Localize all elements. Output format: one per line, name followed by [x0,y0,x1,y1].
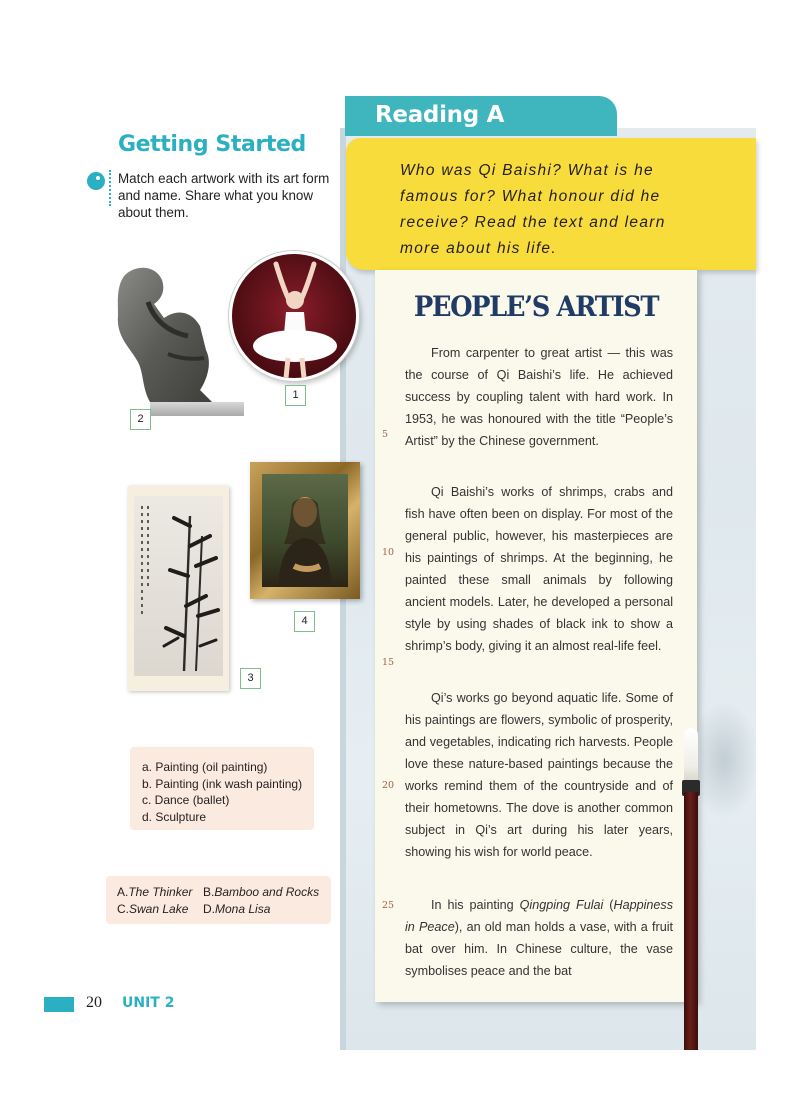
artwork-names-row [117,884,319,901]
calligraphy-brush-icon [684,792,698,1050]
mona-lisa-canvas [262,474,348,587]
the-thinker-image [108,262,248,407]
paragraph-text: ), an old man holds a vase, with a fruit bat over him. In Chinese culture, the vase symbolises peace and the bat [405,920,673,978]
ballet-image [229,251,359,381]
brush-tip [684,728,698,782]
line-number: 10 [382,547,395,558]
dotted-divider [109,170,113,206]
article-paragraph-4 [405,894,673,982]
artwork-names-row [117,901,319,918]
artwork-title: The Thinker [128,885,193,899]
artwork-name-b [203,884,319,901]
intro-question: Who was Qi Baishi? What is he famous for? What honour did he receive? Read the text and learn more about his life. [400,162,666,257]
article-paper [375,270,697,1002]
bamboo-painting-image [128,486,229,691]
art-forms-box [130,747,314,830]
section-tab [345,96,617,136]
artwork-names-box [106,876,331,924]
article-paragraph-2 [405,481,673,657]
line-number: 5 [382,429,389,440]
ballet-dancer-figure [232,254,356,378]
painting-title: Qingping Fulai [519,898,604,912]
image-number-3: 3 [240,668,261,689]
speech-bubble-icon [87,172,105,190]
paragraph-text: In his painting [431,898,520,912]
line-number: 20 [382,780,395,791]
line-number: 15 [382,657,395,668]
image-number-4: 4 [294,611,315,632]
paragraph-text: From carpenter to great artist — this was the course of Qi Baishi’s life. He achieved success by coupling talent with hard work. In 1953, he was honoured with the title “People’s Artist” by the Chinese government. [405,346,673,448]
art-form-option: d. Sculpture [142,809,207,824]
option-letter: B. [203,885,215,899]
paragraph-text: Qi Baishi’s works of shrimps, crabs and fish have often been on display. For most of the general public, however, his masterpieces are his paintings of shrimps. At the beginning, he painted these small animals by following ancient models. Later, he developed a personal style by using shades of black ink to show a shrimp’s body, giving it an almost real-life feel. [405,485,673,653]
artwork-title: Swan Lake [129,901,189,916]
paragraph-text: Qi’s works go beyond aquatic life. Some of his paintings are flowers, symbolic of prosperity, and vegetables, indicating rich harvests. People love these nature-based paintings because the works remind them of the countryside and of their hometowns. The dove is another common subject in Qi’s art during his later years, showing his wish for world peace. [405,691,673,859]
mona-lisa-figure [262,474,348,587]
getting-started-instruction: Match each artwork with its art form and name. Share what you know about them. [118,171,330,220]
unit-label: UNIT 2 [122,995,175,1011]
intro-question-box [346,138,756,270]
art-form-option: a. Painting (oil painting) [142,760,268,774]
scroll-paper [134,496,223,676]
paragraph-text: ( [603,898,614,912]
option-letter: A. [117,885,129,899]
section-tab-label: Reading A [375,102,505,128]
article-title: PEOPLE’S ARTIST [413,290,659,323]
footer-accent-bar [44,997,74,1012]
artwork-name-d [203,901,270,918]
artwork-title: Bamboo and Rocks [214,885,320,899]
art-form-option: b. Painting (ink wash painting) [142,776,303,791]
image-number-1: 1 [285,385,306,406]
ink-splash-decoration [700,700,760,820]
artwork-title: Mona Lisa [215,901,271,916]
getting-started-heading: Getting Started [118,132,306,157]
painting-title-translation: Happiness in Peace [405,898,673,934]
article-paragraph-3 [405,687,673,863]
option-letter: D. [203,901,215,916]
artwork-name-c [117,901,203,918]
mona-lisa-image [250,462,360,599]
artwork-name-a [117,884,203,901]
image-number-2: 2 [130,409,151,430]
option-letter: C. [117,901,129,916]
page-number: 20 [86,994,102,1011]
article-paragraph-1 [405,342,673,452]
art-form-option: c. Dance (ballet) [142,793,230,807]
line-number: 25 [382,900,395,911]
bamboo-ink-strokes [134,496,223,676]
